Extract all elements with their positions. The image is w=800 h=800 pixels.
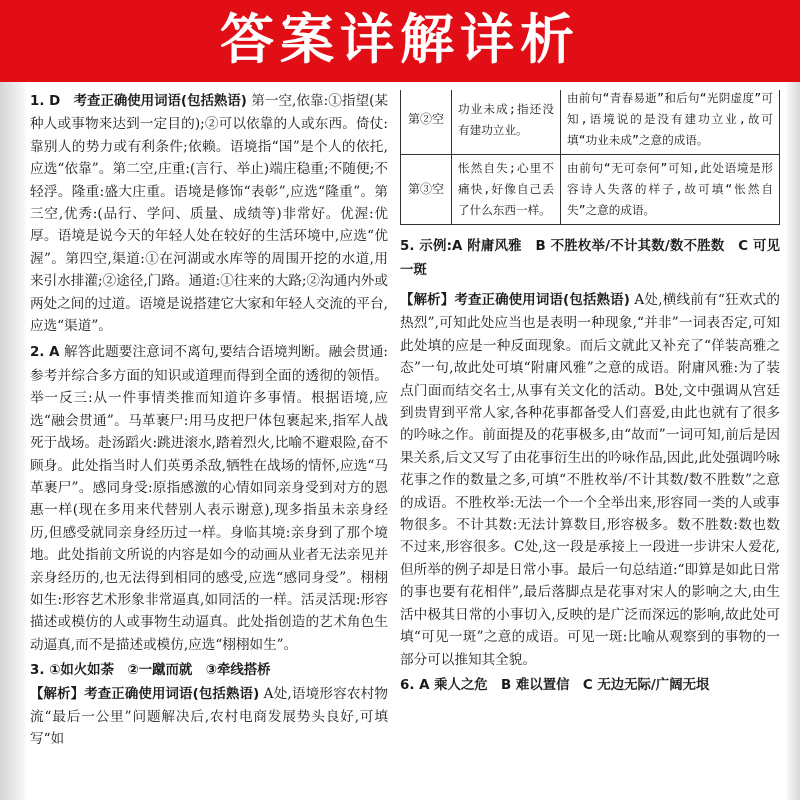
answer-1-head: 1. D 考查正确使用词语(包括熟语) <box>30 94 247 109</box>
table-cell-label: 第③空 <box>401 155 452 225</box>
right-column <box>400 90 780 800</box>
table-row <box>401 155 780 225</box>
answer-2-body: 解答此题要注意词不离句,要结合语境判断。融会贯通:参考并综合多方面的知识或道理而得到全面的透彻的领悟。举一反三:从一件事情类推而知道许多事情。根据语境,应选“融会贯通”。马革裹尸:用马皮把尸体包裹起来,指军人战死于战场。赴汤蹈火:跳进滚水,踏着烈火,比喻不避艰险,奋不顾身。此处指当时人们英勇杀敌,牺牲在战场的情怀,应选“马革裹尸”。感同身受:原指感激的心情如同亲身受到对方的恩惠一样(现在多用来代替别人表示谢意),现多指虽未亲身经历,但感受就同亲身经历过一样。身临其境:亲身到了那个境地。此处指前文所说的内容是如今的动画从业者无法亲见并亲身经历的,也无法得到相同的感受,应选“感同身受”。栩栩如生:形容艺术形象非常逼真,如同活的一样。活灵活现:形容描述或模仿的人或事物生动逼真。此处指创造的艺术角色生动逼真,而不是描述或模仿,应选“栩栩如生”。 <box>30 344 388 653</box>
answer-3-analysis-tag: 【解析】考查正确使用词语(包括熟语) <box>30 686 260 702</box>
answer-1 <box>30 90 388 337</box>
answer-5-head: 5. 示例:A 附庸风雅 B 不胜枚举/不计其数/数不胜数 C 可见一斑 <box>400 239 780 278</box>
banner-title: 答案详解详析 <box>220 8 580 71</box>
header-banner <box>0 0 800 82</box>
table-cell-label: 第②空 <box>401 90 452 155</box>
answer-2 <box>30 341 388 656</box>
answer-3-analysis: A处,语境形容农村物流“最后一公里”问题解决后,农村电商发展势头良好,可填写“如 <box>30 685 388 748</box>
answer-3 <box>30 660 388 751</box>
table-row <box>401 90 780 155</box>
table-cell-reason: 由前句“无可奈何”可知,此处语境是形容诗人失落的样子,故可填“怅然自失”之意的成语。 <box>561 155 780 225</box>
table-cell-reason: 由前句“青春易逝”和后句“光阴虚度”可知,语境说的是没有建功立业,故可填“功业未成”之意的成语。 <box>561 90 780 155</box>
page-gutter-left <box>0 82 26 800</box>
table-cell-meaning: 功业未成;指还没有建功立业。 <box>452 90 561 155</box>
blank-analysis-table <box>400 90 780 225</box>
answer-6-head: 6. A 乘人之危 B 难以置信 C 无边无际/广阔无垠 <box>400 677 710 693</box>
answer-5-analysis: A处,横线前有“狂欢式的热烈”,可知此处应当也是表明一种现象,“并非”一词表否定,可知此处填的应是一种反面现象。而后文就此又补充了“佯装高雅之态”一句,故此处可填“附庸风雅”之意的成语。附庸风雅:为了装点门面而结交名士,从事有关文化的活动。B处,文中强调从宫廷到贵胄到平常人家,各种花事都备受人们喜爱,由此也就有了很多的吟咏之作。前面提及的花事极多,由“故而”一词可知,前后是因果关系,后文又写了由花事衍生出的吟咏作品,因此,此处强调吟咏花事之作的数量之多,可填“不胜枚举/不计其数/数不胜数”之意的成语。不胜枚举:无法一个一个全举出来,形容同一类的人或事物很多。不计其数:无法计算数目,形容极多。数不胜数:数也数不过来,形容很多。C处,这一段是承接上一段进一步讲宋人爱花,但所举的例子却是日常小事。最后一句总结道:“即算是如此日常的事也要有花相伴”,最后落脚点是花事对宋人的影响之大,由生活中极其日常的小事切入,反映的是广泛而深远的影响,故此处可填“可见一斑”之意的成语。可见一斑:比喻从观察到的事物的一部分可以推知其全貌。 <box>400 292 780 668</box>
answer-2-head: 2. A <box>30 345 60 361</box>
page-gutter-right <box>786 82 800 800</box>
answer-5 <box>400 235 780 671</box>
table-cell-meaning: 怅然自失;心里不痛快,好像自己丢了什么东西一样。 <box>452 155 561 225</box>
answer-3-head: 3. ①如火如荼 ②一蹴而就 ③牵线搭桥 <box>30 663 271 679</box>
answer-1-body: 第一空,依靠:①指望(某种人或事物来达到一定目的);②可以依靠的人或东西。倚仗:靠别人的势力或有利条件;依赖。语境指“国”是个人的依托,应选“依靠”。第二空,庄重:(言行、举止)端庄稳重;不随便;不轻浮。隆重:盛大庄重。语境是修饰“表彰”,应选“隆重”。第三空,优秀:(品行、学问、质量、成绩等)非常好。优渥:优厚。语境是说今天的年轻人处在较好的生活环境中,应选“优渥”。第四空,渠道:①在河湖或水库等的周围开挖的水道,用来引水排灌;②途径,门路。通道:①往来的大路;②沟通内外或两处之间的过道。语境是说搭建它大家和年轻人交流的平台,应选“渠道”。 <box>30 93 388 335</box>
answer-5-analysis-tag: 【解析】考查正确使用词语(包括熟语) <box>400 293 630 308</box>
left-column <box>30 90 388 800</box>
